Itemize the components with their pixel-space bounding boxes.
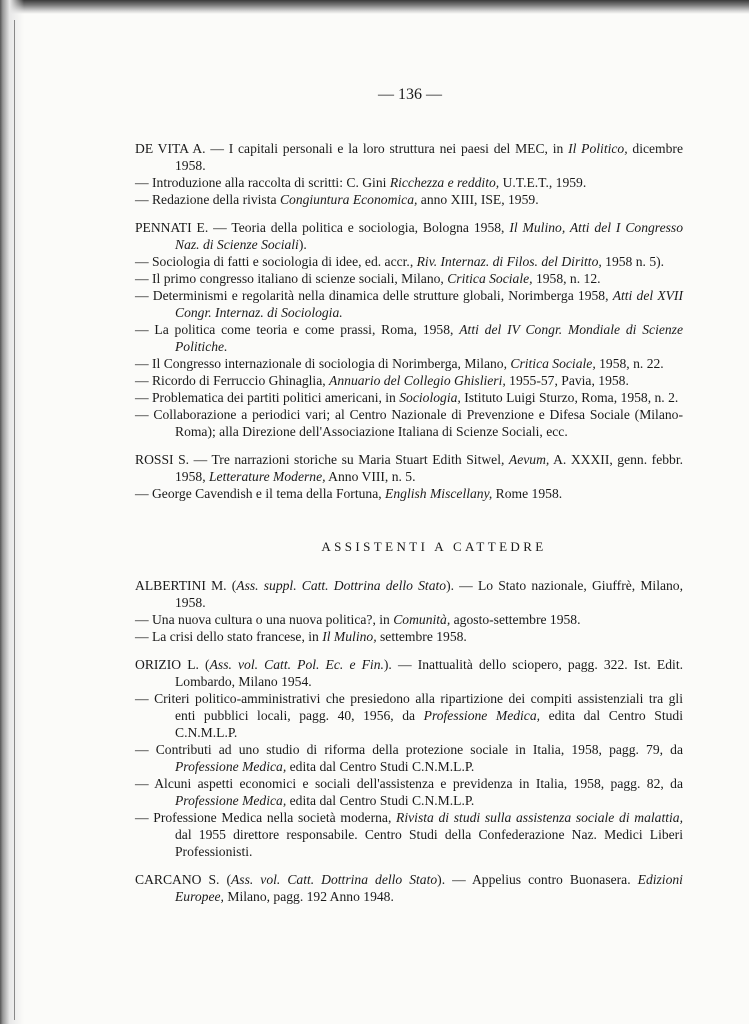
bibliography-entry [135, 775, 683, 809]
scan-binding-line [14, 20, 15, 1020]
bibliography-entry [135, 741, 683, 775]
author-group [135, 656, 683, 860]
publication-title: Ass. suppl. Catt. Dottrina dello Stato [236, 578, 447, 593]
publication-title: Rivista di studi sulla assistenza sociale di malattia, [396, 810, 684, 825]
entry-text: Milano, pagg. 192 Anno 1948. [223, 889, 394, 904]
author-group [135, 140, 683, 208]
publication-title: Atti del IV Congr. Mondiale di Scienze Politiche. [175, 322, 683, 354]
entry-text: — Il Congresso internazionale di sociologia di Norimberga, Milano, [135, 356, 511, 371]
entry-text: U.T.E.T., 1959. [499, 175, 587, 190]
bibliography-entry [135, 871, 683, 905]
entry-text: agosto-settembre 1958. [450, 612, 581, 627]
publication-title: Annuario del Collegio Ghislieri, [329, 373, 506, 388]
bibliography-entry [135, 406, 683, 440]
bibliography-entry [135, 656, 683, 690]
author-group [135, 577, 683, 645]
entry-text: — Introduzione alla raccolta di scritti: C. Gini [135, 175, 390, 190]
publication-title: Critica Sociale, [510, 356, 596, 371]
entry-text: PENNATI E. — Teoria della politica e sociologia, Bologna 1958, [135, 220, 510, 235]
entry-text: ). — Appelius contro Buonasera. [437, 872, 638, 887]
publication-title: Professione Medica, [175, 759, 287, 774]
bibliography-entry [135, 355, 683, 372]
entry-text: — Redazione della rivista [135, 192, 280, 207]
publication-title: Ass. vol. Catt. Pol. Ec. e Fin. [209, 657, 384, 672]
bibliography-entry [135, 191, 683, 208]
entry-text: anno XIII, ISE, 1959. [417, 192, 539, 207]
bibliography-entry [135, 485, 683, 502]
publication-title: Professione Medica, [175, 793, 287, 808]
entry-text: settembre 1958. [376, 629, 467, 644]
entry-text: — Determinismi e regolarità nella dinamica delle strutture globali, Norimberga 1958, [135, 288, 613, 303]
publication-title: Il Mulino, Atti del I Congresso Naz. di Scienze Sociali [175, 220, 684, 252]
entry-text: — Problematica dei partiti politici americani, in [135, 390, 400, 405]
entry-text: DE VITA A. — I capitali personali e la loro struttura nei paesi del MEC, in [135, 141, 569, 156]
bibliography-entry [135, 140, 683, 174]
entry-text: Rome 1958. [492, 486, 563, 501]
entry-text: 1955-57, Pavia, 1958. [505, 373, 629, 388]
entry-text: Anno VIII, n. 5. [325, 469, 416, 484]
bibliography-entry [135, 611, 683, 628]
publication-title: Comunità, [393, 612, 451, 627]
entry-text: ALBERTINI M. ( [135, 578, 237, 593]
entry-text: 1958, n. 12. [532, 271, 601, 286]
entry-text: — Sociologia di fatti e sociologia di idee, ed. accr., [135, 254, 417, 269]
entry-text: dicembre 1958. [175, 141, 683, 173]
entry-text: — La crisi dello stato francese, in [135, 629, 323, 644]
entry-text: 1958, n. 22. [595, 356, 664, 371]
entry-text: — George Cavendish e il tema della Fortuna, [135, 486, 386, 501]
author-group [135, 871, 683, 905]
bibliography-entry [135, 372, 683, 389]
publication-title: Edizioni Europee, [175, 872, 683, 904]
publication-title: Letterature Moderne, [208, 469, 326, 484]
bibliography-entry [135, 321, 683, 355]
scan-top-edge [0, 0, 749, 14]
publication-title: Riv. Internaz. di Filos. del Diritto, [416, 254, 602, 269]
author-group [135, 219, 683, 440]
entry-text: — Ricordo di Ferruccio Ghinaglia, [135, 373, 330, 388]
section-heading: ASSISTENTI A CATTEDRE [321, 539, 547, 554]
entry-text: edita dal Centro Studi C.N.M.L.P. [175, 708, 683, 740]
entry-text: — Professione Medica nella società moderna, [135, 810, 397, 825]
publication-title: Il Mulino, [322, 629, 377, 644]
entry-text: — Criteri politico-amministrativi che presiedono alla ripartizione dei compiti assistenziali tra gli enti pubblici locali, pagg. 40, 1956, da [135, 691, 683, 723]
entry-text: 1958 n. 5). [601, 254, 665, 269]
author-group [135, 451, 683, 502]
bibliography-entry [135, 219, 683, 253]
bibliography-entry [135, 809, 683, 860]
entry-text: — La politica come teoria e come prassi, Roma, 1958, [135, 322, 460, 337]
entry-text: ORIZIO L. ( [135, 657, 210, 672]
bibliography-entry [135, 174, 683, 191]
bibliography-body [135, 140, 683, 916]
bibliography-entry [135, 253, 683, 270]
bibliography-entry [135, 577, 683, 611]
publication-title: English Miscellany, [385, 486, 493, 501]
entry-text: ). [298, 237, 307, 252]
publication-title: Congiuntura Economica, [279, 192, 418, 207]
scan-left-edge [0, 0, 24, 1024]
entry-text: — Alcuni aspetti economici e sociali dell'assistenza e previdenza in Italia, 1958, pagg. 82, da [135, 776, 683, 791]
entry-text: ROSSI S. — Tre narrazioni storiche su Maria Stuart Edith Sitwel, [135, 452, 509, 467]
bibliography-list-assistants [135, 577, 683, 905]
entry-text: ). — Inattualità dello sciopero, pagg. 322. Ist. Edit. Lombardo, Milano 1954. [175, 657, 683, 689]
publication-title: Ricchezza e reddito, [389, 175, 500, 190]
entry-text: A. XXXII, genn. febbr. 1958, [175, 452, 683, 484]
bibliography-entry [135, 270, 683, 287]
entry-text: CARCANO S. ( [135, 872, 231, 887]
bibliography-list-professors [135, 140, 683, 502]
entry-text: edita dal Centro Studi C.N.M.L.P. [286, 759, 475, 774]
entry-text: Istituto Luigi Sturzo, Roma, 1958, n. 2. [460, 390, 679, 405]
bibliography-entry [135, 628, 683, 645]
entry-text: — Collaborazione a periodici vari; al Centro Nazionale di Prevenzione e Difesa Sociale (Milano-Roma); alla Direzione dell'Associazione Italiana di Scienze Sociali, ecc. [135, 407, 683, 439]
entry-text: — Il primo congresso italiano di scienze sociali, Milano, [135, 271, 448, 286]
entry-text: — Una nuova cultura o una nuova politica?, in [135, 612, 394, 627]
publication-title: Sociologia, [399, 390, 461, 405]
publication-title: Il Politico, [568, 141, 628, 156]
entry-text: ). — Lo Stato nazionale, Giuffrè, Milano, 1958. [175, 578, 683, 610]
entry-text: — Contributi ad uno studio di riforma della protezione sociale in Italia, 1958, pagg. 79, da [135, 742, 683, 757]
bibliography-entry [135, 287, 683, 321]
bibliography-entry [135, 389, 683, 406]
bibliography-entry [135, 451, 683, 485]
page-number: — 136 — [378, 86, 442, 103]
publication-title: Professione Medica, [423, 708, 541, 723]
publication-title: Ass. vol. Catt. Dottrina dello Stato [231, 872, 438, 887]
publication-title: Critica Sociale, [447, 271, 533, 286]
bibliography-entry [135, 690, 683, 741]
publication-title: Atti del XVII Congr. Internaz. di Sociologia. [175, 288, 683, 320]
entry-text: dal 1955 direttore responsabile. Centro Studi della Confederazione Naz. Medici Liberi Professionisti. [175, 827, 683, 859]
entry-text: edita dal Centro Studi C.N.M.L.P. [286, 793, 475, 808]
publication-title: Aevum, [508, 452, 550, 467]
